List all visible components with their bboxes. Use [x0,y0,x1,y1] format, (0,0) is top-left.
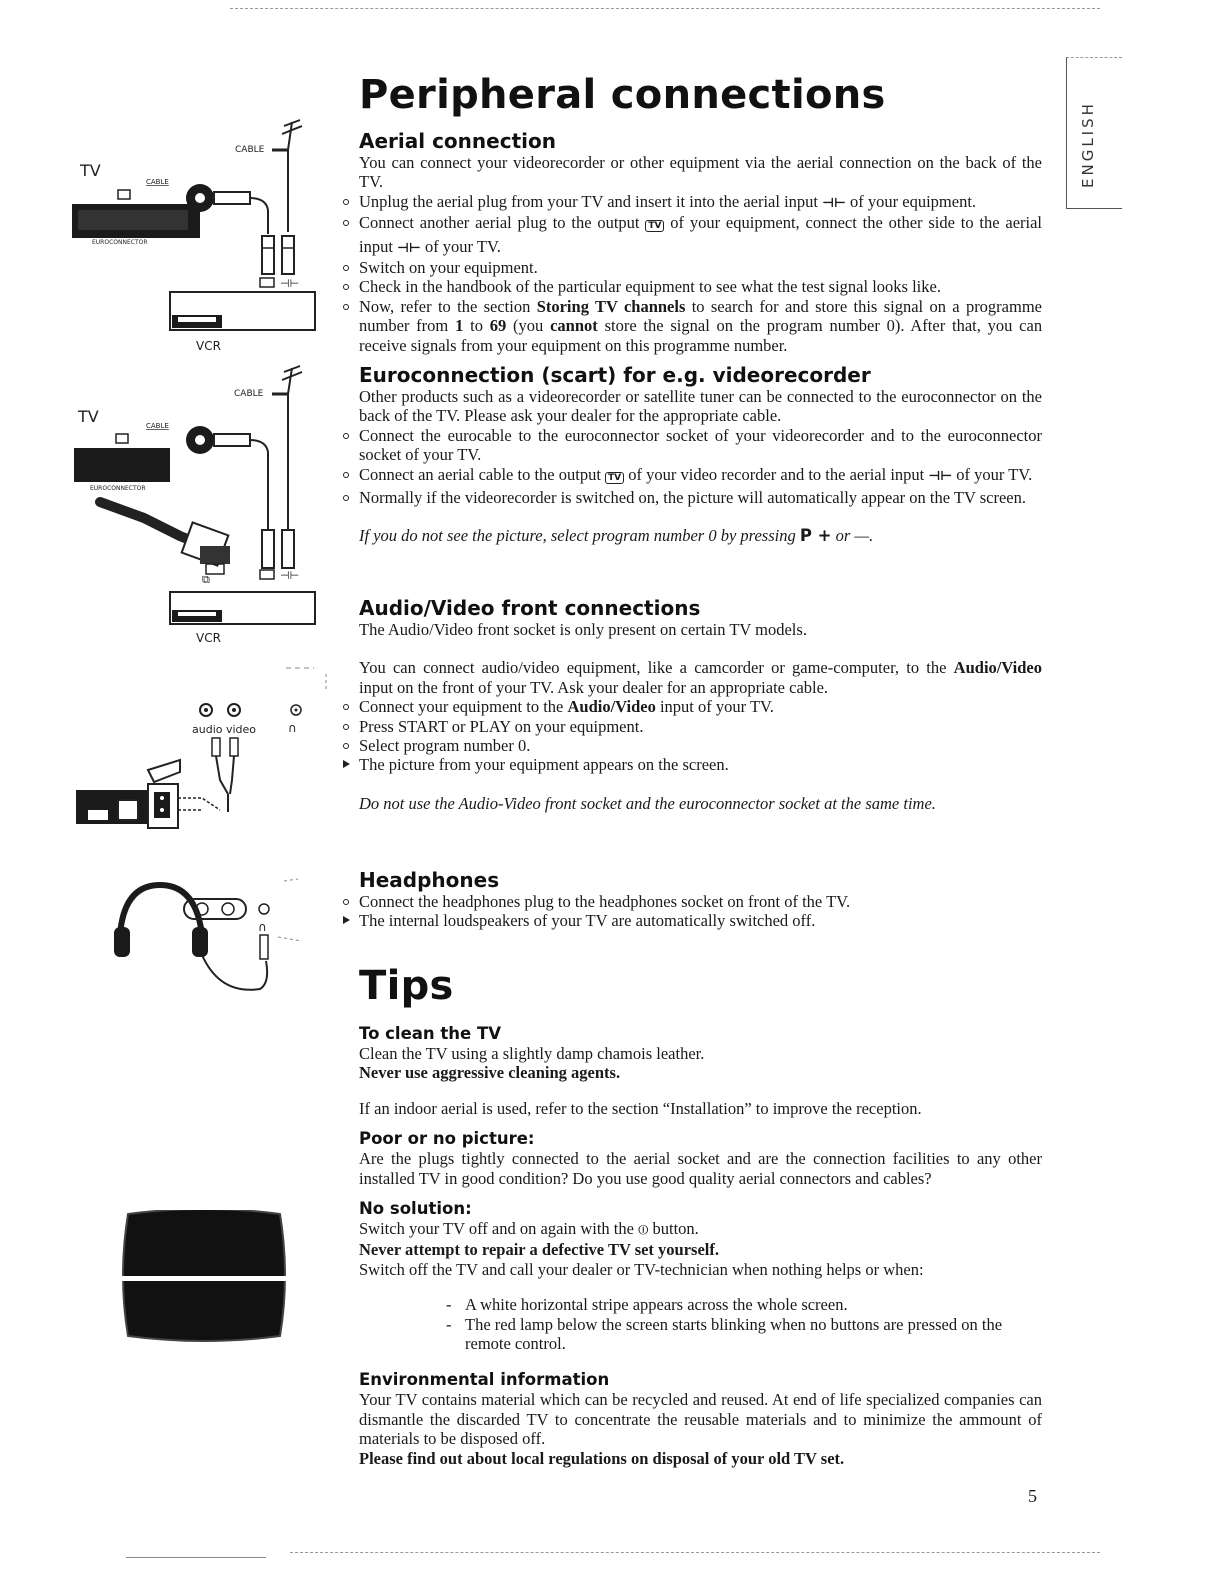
poor-picture-heading: Poor or no picture: [359,1129,535,1149]
clean-text: Clean the TV using a slightly damp chamois leather. [359,1044,705,1063]
fig1-cable-small-label: CABLE [146,178,169,186]
svg-text:⧉: ⧉ [202,573,210,586]
page-title: Peripheral connections [359,72,886,118]
clean-warning: Never use aggressive cleaning agents. [359,1063,621,1083]
fig1-vcr-label: VCR [196,339,221,353]
scan-line-bottom-left [126,1557,266,1558]
condition-1: - A white horizontal stripe appears across the whole screen. [465,1295,1042,1314]
aerial-input-icon: ⊣⊢ [822,195,846,211]
no-solution-conditions [465,1295,1042,1353]
euro-section [359,364,1042,546]
tips-content [359,1023,1042,1468]
camcorder-av-illustration [70,660,330,840]
fig1-cable-label: CABLE [235,145,265,155]
av-steps [359,697,1042,775]
tips-section [359,963,1042,1009]
no-solution-heading: No solution: [359,1199,472,1219]
indoor-aerial-tip: If an indoor aerial is used, refer to the section “Installation” to improve the reception. [359,1098,922,1118]
svg-text:⊣⊢: ⊣⊢ [280,569,300,582]
euro-steps [359,426,1042,508]
av-note: Do not use the Audio-Video front socket and the euroconnector socket at the same time. [359,793,936,813]
aerial-step-3: Switch on your equipment. [359,258,1042,277]
peripheral-section [359,72,1042,118]
av-step-3: Select program number 0. [359,736,1042,755]
euroconnection-illustration [60,360,325,650]
headphones-section [359,869,1042,931]
euro-intro: Other products such as a videorecorder or satellite tuner can be connected to the euroconnector on the back of the TV. Please ask your dealer for the appropriate cable. [359,387,1042,426]
tv-output-icon: TV [645,220,664,232]
poor-picture-text: Are the plugs tightly connected to the aerial socket and are the connection facilities to any other installed TV in good condition? Do you use good quality aerial connectors and cables? [359,1149,1042,1188]
aerial-step-5: Now, refer to the section Storing TV channels to search for and store this signal on a programme number from 1 to 69 (you cannot store the signal on the program number 0). After that, you can receive signals from your equipment on this programme number. [359,296,1043,355]
no-solution-warning: Never attempt to repair a defective TV set yourself. [359,1240,720,1260]
language-tab-label: ENGLISH [1079,101,1097,188]
euro-step-1: Connect the eurocable to the euroconnector socket of your videorecorder and to the euroconnector socket of your TV. [359,425,1042,465]
aerial-step-2: Connect another aerial plug to the output TV of your equipment, connect the other side to the aerial input ⊣⊢ of your TV. [359,213,1042,258]
headphones-step-1: Connect the headphones plug to the headphones socket on front of the TV. [359,892,1042,911]
clean-heading: To clean the TV [359,1024,501,1043]
fig2-cable-label: CABLE [234,389,264,399]
fig2-tv-label: TV [78,407,99,426]
aerial-intro: You can connect your videorecorder or other equipment via the aerial connection on the back of the TV. [359,153,1042,192]
fig2-cable-small-label: CABLE [146,422,169,430]
language-tab [1066,57,1122,209]
environment-warning: Please find out about local regulations on disposal of your old TV set. [359,1448,845,1468]
no-solution-text: Switch your TV off and on again with the ⏼ button. [359,1219,699,1239]
page-number: 5 [1028,1486,1037,1506]
environment-text: Your TV contains material which can be recycled and reused. At end of life specialized companies can dismantle the discarded TV to concentrate the reusable materials and to minimize the ammount of materials to be disposed off. [359,1390,1042,1449]
no-solution-text-2: Switch off the TV and call your dealer or TV-technician when nothing helps or when: [359,1259,924,1279]
aerial-section [359,130,1042,355]
svg-text:⊣⊢: ⊣⊢ [280,277,300,290]
av-step-2: Press START or PLAY on your equipment. [359,717,1042,736]
headphones-illustration [110,875,310,1005]
fig2-euroconnector-label: EUROCONNECTOR [90,485,146,492]
euro-heading: Euroconnection (scart) for e.g. videorecorder [359,363,871,387]
scan-line-top [230,8,1100,9]
av-paragraph: You can connect audio/video equipment, like a camcorder or game-computer, to the Audio/Video input on the front of your TV. Ask your dealer for an appropriate cable. [359,658,1042,697]
power-icon: ⏼ [638,1223,649,1239]
aerial-connection-illustration [60,112,325,357]
av-section [359,597,1042,813]
headphones-heading: Headphones [359,868,500,892]
fig1-euroconnector-label: EUROCONNECTOR [92,239,148,246]
tv-output-icon: TV [605,472,624,484]
headphones-result: The internal loudspeakers of your TV are automatically switched off. [359,911,1042,930]
svg-text:∩: ∩ [258,920,267,934]
aerial-input-icon: ⊣⊢ [397,240,421,256]
euro-note: If you do not see the picture, select program number 0 by pressing P + or —. [359,526,874,546]
fig2-vcr-label: VCR [196,631,221,645]
aerial-heading: Aerial connection [359,129,556,153]
fig3-audio-video-label: audio video [192,723,257,736]
euro-step-3: Normally if the videorecorder is switched on, the picture will automatically appear on the TV screen. [359,488,1042,507]
av-result: The picture from your equipment appears on the screen. [359,755,1042,774]
av-intro: The Audio/Video front socket is only present on certain TV models. [359,620,807,639]
aerial-step-4: Check in the handbook of the particular equipment to see what the test signal looks like. [359,277,1042,296]
aerial-steps [359,192,1042,355]
euro-step-2: Connect an aerial cable to the output TV of your video recorder and to the aerial input ⊣⊢ of your TV. [359,465,1042,488]
svg-text:∩: ∩ [288,721,297,735]
headphones-steps [359,892,1042,931]
tv-screen-stripe-illustration [118,1210,290,1342]
av-step-1: Connect your equipment to the Audio/Video input of your TV. [359,697,1042,716]
scan-line-bottom [290,1552,1100,1553]
aerial-input-icon: ⊣⊢ [928,468,953,484]
condition-2: - The red lamp below the screen starts blinking when no buttons are pressed on the remote control. [465,1315,1042,1354]
aerial-step-1: Unplug the aerial plug from your TV and insert it into the aerial input ⊣⊢ of your equipment. [359,192,1042,213]
environment-heading: Environmental information [359,1370,610,1390]
tips-title: Tips [359,963,454,1009]
av-heading: Audio/Video front connections [359,596,701,620]
fig1-tv-label: TV [80,161,101,180]
